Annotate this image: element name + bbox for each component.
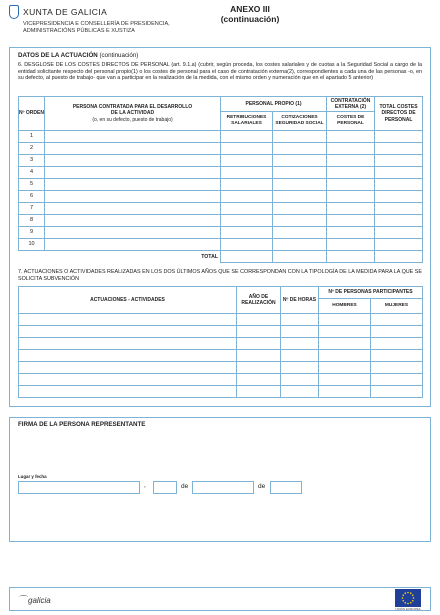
- cotizaciones-cell[interactable]: [273, 239, 327, 251]
- row-number: 8: [19, 215, 45, 227]
- costes-personal-cell[interactable]: [327, 167, 375, 179]
- group-contratacion-externa: CONTRATACIÓN EXTERNA (2): [327, 97, 375, 112]
- col-hombres: HOMBRES: [319, 299, 371, 314]
- mujeres-cell[interactable]: [371, 314, 423, 326]
- col-anio-realizacion: AÑO DE REALIZACIÓN: [237, 287, 281, 314]
- anio-cell[interactable]: [237, 350, 281, 362]
- table-row: [19, 191, 423, 203]
- mujeres-cell[interactable]: [371, 386, 423, 398]
- table-row: [19, 314, 423, 326]
- day-input[interactable]: [153, 481, 177, 494]
- eu-star: [404, 602, 406, 604]
- col-retribuciones: RETRIBUCIONES SALARIALES: [221, 112, 273, 131]
- table-row: [19, 326, 423, 338]
- total-costes-cell[interactable]: [375, 227, 423, 239]
- point-7-text: 7. ACTUACIONES O ACTIVIDADES REALIZADAS EN LOS DOS ÚLTIMOS AÑOS QUE SE CORRESPONDAN CON LA TIPOLOGÍA DE LA MEDIDA PARA LA QUE SE SOLICITA SUBVENCIÓN: [18, 269, 422, 282]
- total-costes-personal-cell[interactable]: [327, 251, 375, 263]
- eu-star: [410, 592, 412, 594]
- hombres-cell[interactable]: [319, 326, 371, 338]
- xunta-emblem-icon: [9, 5, 19, 19]
- cotizaciones-cell[interactable]: [273, 143, 327, 155]
- actuacion-cell[interactable]: [19, 314, 237, 326]
- row-number: 10: [19, 239, 45, 251]
- table-row: [19, 386, 423, 398]
- hombres-cell[interactable]: [319, 374, 371, 386]
- horas-cell[interactable]: [281, 326, 319, 338]
- anio-cell[interactable]: [237, 338, 281, 350]
- cotizaciones-cell[interactable]: [273, 131, 327, 143]
- retribuciones-cell[interactable]: [221, 191, 273, 203]
- table-row: [19, 350, 423, 362]
- cotizaciones-cell[interactable]: [273, 191, 327, 203]
- total-total-cell[interactable]: [375, 251, 423, 263]
- signature-section: [9, 417, 431, 542]
- col-num-horas: Nº DE HORAS: [281, 287, 319, 314]
- table-row: [19, 374, 423, 386]
- retribuciones-cell[interactable]: [221, 215, 273, 227]
- anio-cell[interactable]: [237, 314, 281, 326]
- retribuciones-cell[interactable]: [221, 155, 273, 167]
- total-cotizaciones-cell[interactable]: [273, 251, 327, 263]
- department-name: VICEPRESIDENCIA E CONSELLERÍA DE PRESIDENCIA, ADMINISTRACIÓNS PÚBLICAS E XUSTIZA: [23, 21, 170, 34]
- retribuciones-cell[interactable]: [221, 167, 273, 179]
- hombres-cell[interactable]: [319, 314, 371, 326]
- total-label: TOTAL: [45, 251, 221, 263]
- actuacion-cell[interactable]: [19, 362, 237, 374]
- table-row: [19, 155, 423, 167]
- persona-cell[interactable]: [45, 239, 221, 251]
- retribuciones-cell[interactable]: [221, 227, 273, 239]
- mujeres-cell[interactable]: [371, 350, 423, 362]
- eu-logo: [391, 589, 425, 611]
- mujeres-cell[interactable]: [371, 338, 423, 350]
- eu-star: [402, 600, 404, 602]
- retribuciones-cell[interactable]: [221, 179, 273, 191]
- mujeres-cell[interactable]: [371, 362, 423, 374]
- mujeres-cell[interactable]: [371, 374, 423, 386]
- cotizaciones-cell[interactable]: [273, 215, 327, 227]
- cotizaciones-cell[interactable]: [273, 227, 327, 239]
- table-row: [19, 131, 423, 143]
- eu-star: [413, 597, 415, 599]
- eu-caption: UNIÓN EUROPEA: [395, 607, 421, 611]
- persona-cell[interactable]: [45, 227, 221, 239]
- annex-title: ANEXO III (continuación): [220, 4, 280, 24]
- col-orden: Nº ORDEN: [19, 97, 45, 131]
- col-persona: PERSONA CONTRATADA PARA EL DESARROLLO DE LA ACTIVIDAD (o, en su defecto, puesto de trabajo): [45, 97, 221, 131]
- table-row: [19, 215, 423, 227]
- costes-personal-cell[interactable]: [327, 227, 375, 239]
- total-spacer: [19, 251, 45, 263]
- table-row: [19, 239, 423, 251]
- hombres-cell[interactable]: [319, 338, 371, 350]
- col-actuaciones: ACTUACIONES - ACTIVIDADES: [19, 287, 237, 314]
- horas-cell[interactable]: [281, 362, 319, 374]
- row-number: 6: [19, 191, 45, 203]
- total-row: [19, 251, 423, 263]
- galicia-logo: ⌒galicia: [19, 595, 51, 605]
- row-number: 2: [19, 143, 45, 155]
- table-row: [19, 227, 423, 239]
- point-6-text: 6. DESGLOSE DE LOS COSTES DIRECTOS DE PERSONAL (art. 9.1.a) (cubrir, según proceda, los costes salariales y de cuotas a la Seguridad Social a cargo de la entidad solicitante respecto del personal propio(1) o los costes de personal para el caso de contratación externa(2), correspondientes a cada una de las personas -o, en su defecto, al puesto de trabajo- que van a participar en la realización de la medida, con el mismo orden y numeración que en el apartado 5 anterior): [18, 62, 422, 82]
- total-costes-cell[interactable]: [375, 191, 423, 203]
- comma-separator: ,: [144, 482, 146, 489]
- costes-personal-cell[interactable]: [327, 203, 375, 215]
- table-row: [19, 203, 423, 215]
- activities-table: [18, 286, 423, 398]
- costes-personal-cell[interactable]: [327, 155, 375, 167]
- actuacion-cell[interactable]: [19, 350, 237, 362]
- horas-cell[interactable]: [281, 386, 319, 398]
- place-date-label: Lugar y fecha: [18, 474, 47, 479]
- de-separator-2: de: [258, 483, 266, 490]
- persona-cell[interactable]: [45, 167, 221, 179]
- row-number: 4: [19, 167, 45, 179]
- total-costes-cell[interactable]: [375, 215, 423, 227]
- row-number: 9: [19, 227, 45, 239]
- costes-personal-cell[interactable]: [327, 143, 375, 155]
- persona-cell[interactable]: [45, 143, 221, 155]
- eu-star: [404, 592, 406, 594]
- row-number: 1: [19, 131, 45, 143]
- anio-cell[interactable]: [237, 326, 281, 338]
- cotizaciones-cell[interactable]: [273, 155, 327, 167]
- cotizaciones-cell[interactable]: [273, 179, 327, 191]
- retribuciones-cell[interactable]: [221, 203, 273, 215]
- col-costes-personal: COSTES DE PERSONAL: [327, 112, 375, 131]
- persona-cell[interactable]: [45, 203, 221, 215]
- col-mujeres: MUJERES: [371, 299, 423, 314]
- actuacion-cell[interactable]: [19, 338, 237, 350]
- total-costes-cell[interactable]: [375, 131, 423, 143]
- costes-personal-cell[interactable]: [327, 131, 375, 143]
- galicia-swirl-icon: ⌒: [19, 595, 29, 605]
- total-retribuciones-cell[interactable]: [221, 251, 273, 263]
- xunta-logo: [9, 5, 189, 35]
- group-personal-propio: PERSONAL PROPIO (1): [221, 97, 327, 112]
- eu-star: [407, 592, 409, 594]
- month-input[interactable]: [192, 481, 254, 494]
- persona-cell[interactable]: [45, 131, 221, 143]
- col-cotizaciones: COTIZACIONES SEGURIDAD SOCIAL: [273, 112, 327, 131]
- hombres-cell[interactable]: [319, 350, 371, 362]
- total-costes-cell[interactable]: [375, 167, 423, 179]
- eu-star: [412, 594, 414, 596]
- persona-cell[interactable]: [45, 191, 221, 203]
- eu-star: [407, 603, 409, 605]
- persona-cell[interactable]: [45, 155, 221, 167]
- table-row: [19, 362, 423, 374]
- retribuciones-cell[interactable]: [221, 239, 273, 251]
- year-input[interactable]: [270, 481, 302, 494]
- hombres-cell[interactable]: [319, 362, 371, 374]
- actuacion-cell[interactable]: [19, 374, 237, 386]
- cotizaciones-cell[interactable]: [273, 167, 327, 179]
- horas-cell[interactable]: [281, 338, 319, 350]
- section-title: DATOS DE LA ACTUACIÓN (continuación): [18, 52, 139, 59]
- row-number: 7: [19, 203, 45, 215]
- row-number: 3: [19, 155, 45, 167]
- row-number: 5: [19, 179, 45, 191]
- total-costes-cell[interactable]: [375, 179, 423, 191]
- retribuciones-cell[interactable]: [221, 131, 273, 143]
- eu-star: [410, 602, 412, 604]
- mujeres-cell[interactable]: [371, 326, 423, 338]
- eu-star: [402, 594, 404, 596]
- anio-cell[interactable]: [237, 374, 281, 386]
- cotizaciones-cell[interactable]: [273, 203, 327, 215]
- costes-personal-cell[interactable]: [327, 215, 375, 227]
- hombres-cell[interactable]: [319, 386, 371, 398]
- total-costes-cell[interactable]: [375, 155, 423, 167]
- group-personas-participantes: Nº DE PERSONAS PARTICIPANTES: [319, 287, 423, 299]
- signature-title: FIRMA DE LA PERSONA REPRESENTANTE: [18, 421, 146, 428]
- persona-cell[interactable]: [45, 179, 221, 191]
- total-costes-cell[interactable]: [375, 203, 423, 215]
- costes-personal-cell[interactable]: [327, 191, 375, 203]
- anio-cell[interactable]: [237, 386, 281, 398]
- actuacion-cell[interactable]: [19, 326, 237, 338]
- anio-cell[interactable]: [237, 362, 281, 374]
- org-name: XUNTA DE GALICIA: [23, 7, 108, 17]
- actuacion-cell[interactable]: [19, 386, 237, 398]
- horas-cell[interactable]: [281, 350, 319, 362]
- eu-star: [412, 600, 414, 602]
- place-input[interactable]: [18, 481, 140, 494]
- total-costes-cell[interactable]: [375, 239, 423, 251]
- retribuciones-cell[interactable]: [221, 143, 273, 155]
- de-separator-1: de: [181, 483, 189, 490]
- total-costes-cell[interactable]: [375, 143, 423, 155]
- footer-bar: [9, 587, 431, 611]
- table-row: [19, 143, 423, 155]
- personnel-costs-table: [18, 96, 423, 263]
- horas-cell[interactable]: [281, 374, 319, 386]
- table-row: [19, 167, 423, 179]
- persona-cell[interactable]: [45, 215, 221, 227]
- eu-star: [402, 597, 404, 599]
- horas-cell[interactable]: [281, 314, 319, 326]
- col-total-costes: TOTAL COSTES DIRECTOS DE PERSONAL: [375, 97, 423, 131]
- costes-personal-cell[interactable]: [327, 239, 375, 251]
- table-row: [19, 338, 423, 350]
- table-row: [19, 179, 423, 191]
- eu-flag-icon: [395, 589, 421, 607]
- costes-personal-cell[interactable]: [327, 179, 375, 191]
- eu-stars-icon: [400, 590, 416, 606]
